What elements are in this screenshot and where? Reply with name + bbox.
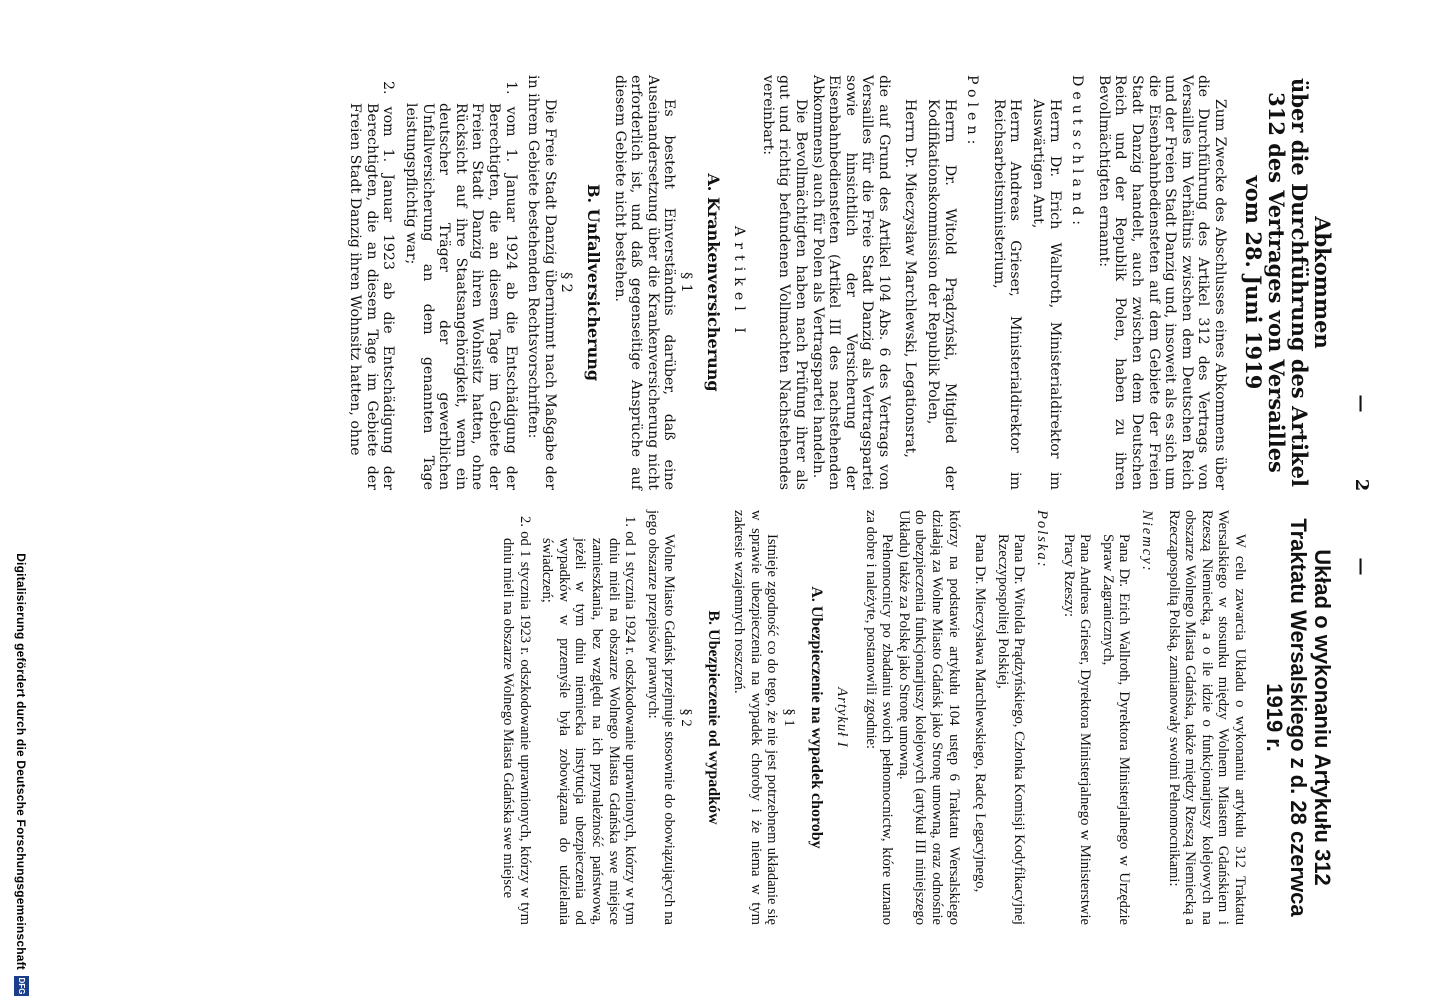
- polish-title: Układ o wykonaniu Artykułu 312 Traktatu Wersalskiego z d. 28 czerwca 1919 r.: [1262, 518, 1335, 917]
- german-section-a: A. Krankenversicherung: [703, 173, 723, 392]
- polish-paragraph-2-text: Wolne Miasto Gdańsk przejmuje stosownie do obowiązujących na jego obszarze przepisów prawnych:: [644, 510, 678, 925]
- german-article-heading: Artikel I: [731, 226, 748, 339]
- dfg-logo-icon: DFG: [14, 976, 29, 996]
- german-para-3: Die Bevollmächtigten haben nach Prüfung ihrer als gut und richtig befundenen Vollmachten Nachstehendes vereinbart:: [759, 75, 809, 490]
- polish-heading-germany: Niemcy:: [1139, 510, 1156, 573]
- funding-note: Digitalisierung gefördert durch die Deutsche Forschungsgemeinschaft: [14, 553, 28, 970]
- german-heading-poland: Polen:: [964, 75, 981, 150]
- german-heading-germany: Deutschland:: [1069, 75, 1086, 230]
- german-title-line2: über die Durchführung des Artikel 312 des Vertrages von Versailles vom 28. Juni 1919: [1241, 78, 1312, 487]
- german-paragraph-1-sign: § 1: [677, 272, 694, 293]
- german-person-1: Herrn Dr. Erich Wallroth, Ministerialdirektor im Auswärtigen Amt,: [1030, 99, 1063, 490]
- polish-section-a: A. Ubezpieczenie na wypadek choroby: [807, 586, 825, 849]
- polish-person-2: Pana Andreas Grieser, Dyrektora Ministerjalnego w Ministerstwie Pracy Rzeszy:: [1060, 534, 1094, 925]
- polish-paragraph-1-text: Istnieje zgodność co do tego, że nie jest potrzebnem układanie się w sprawie ubezpieczenia na wypadek choroby i że niema w tym zakresie wzajemnych roszczeń.: [731, 510, 781, 925]
- polish-heading-poland: Polska:: [1034, 510, 1051, 569]
- polish-intro: W celu zawarcia Układu o wykonaniu artykułu 312 Traktatu Wersalskiego w stosunku między Wolnem Miastem Gdańskiem i Rzeszą Niemiecką, a o ile idzie o funkcjonarjuszy kolejowych na obszarze Wolnego Miasta Gdańska, także między Rzeszą Niemiecką a Rzecząpospolitą Polską, zamianowały swoimi Pełnomocnikami:: [1165, 510, 1248, 925]
- polish-list-item-1: 1. od 1 stycznia 1924 r. odszkodowanie uprawnionych, którzy w tym dniu mieli na obszarze Wolnego Miasta Gdańska swe miejsce zamieszkania, bez względu na ich przynależność państwową, jeżeli w tym dniu niemiecka instytucja ubezpieczenia od wypadków w przemyśle była zobowiązana do udzielania świadczeń;: [539, 516, 639, 925]
- german-person-3: Herrn Dr. Witold Prądzyński, Mitglied der Kodifikationskommission der Republik Polen,: [925, 99, 958, 490]
- polish-list-item-2: 2. od 1 stycznia 1923 r. odszkodowanie uprawnionych, którzy w tym dniu mieli na obszarze Wolnego Miasta Gdańska swe miejsce: [500, 516, 533, 925]
- german-intro: Zum Zwecke des Abschlusses eines Abkommens über die Durchführung des Artikel 312 des Vertrags von Versailles im Verhältnis zwischen dem Deutschen Reich und der Freien Stadt Danzig und, insoweit als es sich um die Eisenbahnbediensteten auf dem Gebiete der Freien Stadt Danzig handelt, auch zwischen dem Deutschen Reich und der Republik Polen, haben zu ihren Bevollmächtigten ernannt:: [1095, 75, 1228, 490]
- polish-article-heading: Artykuł I: [834, 687, 851, 748]
- polish-person-3: Pana Dr. Witolda Prądzyńskiego, Członka Komisji Kodyfikacyjnej Rzeczypospolitej Polskiej,: [994, 534, 1028, 925]
- polish-paragraph-1-sign: § 1: [780, 708, 797, 727]
- page-number: — 2 —: [1351, 394, 1372, 606]
- polish-column: [499, 510, 1334, 925]
- german-person-2: Herrn Andreas Grieser, Ministerialdirektor im Reichsarbeitsministerium,: [990, 99, 1024, 490]
- german-title: [1242, 75, 1334, 490]
- polish-person-4: Pana Dr. Mieczysława Marchlewskiego, Radcę Legacyjnego,: [972, 534, 989, 893]
- german-paragraph-2-sign: § 2: [558, 272, 575, 293]
- german-list-item-1: 1. vom 1. Januar 1924 ab die Entschädigung der Berechtigten, die an diesem Tage im Gebiete der Freien Stadt Danzig ihren Wohnsitz hatten, ohne Rücksicht auf ihre Staatsangehörigkeit, wenn ein deutscher Träger der gewerblichen Unfallversicherung an dem genannten Tage leistungspflichtig war;: [403, 81, 519, 490]
- polish-person-1: Pana Dr. Erich Wallroth, Dyrektora Ministerjalnego w Urzędzie Spraw Zagranicznych,: [1099, 534, 1133, 925]
- german-column: [347, 75, 1334, 490]
- polish-section-b: B. Ubezpieczenie od wypadków: [704, 610, 722, 825]
- german-title-line1: Abkommen: [1310, 216, 1335, 349]
- polish-para-3: Pełnomocnicy po zbadaniu swoich pełnomocnictw, które uznano za dobre i należyte, postanowili zgodnie:: [862, 510, 896, 925]
- polish-paragraph-2-sign: § 2: [677, 708, 694, 727]
- german-paragraph-1-text: Es besteht Einverständnis darüber, daß eine Auseinandersetzung über die Krankenversicherung nicht erforderlich ist, und daß gegenseitige Ansprüche auf diesem Gebiete nicht bestehen.: [611, 75, 678, 490]
- german-para-2: die auf Grund des Artikel 104 Abs. 6 des Vertrags von Versailles für die Freie Stadt Danzig als Vertragspartei sowie hinsichtlich der Versicherung der Eisenbahnbediensteten (Artikel III des nachstehenden Abkommens) auch für Polen als Vertragspartei handeln.: [809, 75, 892, 490]
- german-section-b: B. Unfallversicherung: [584, 183, 603, 382]
- german-list-item-2: 2. vom 1. Januar 1923 ab die Entschädigung der Berechtigten, die an diesem Tage im Gebiete der Freien Stadt Danzig ihren Wohnsitz hatten, ohne: [347, 81, 397, 490]
- digitization-footer: [0, 0, 34, 1000]
- german-person-4: Herrn Dr. Mieczysław Marchlewski, Legationsrat,: [902, 99, 919, 458]
- polish-para-2: którzy na podstawie artykułu 104 ustęp 6 Traktatu Wersalskiego działają za Wolne Miasto Gdańsk jako Stronę umowną, oraz odnośnie do ubezpieczenia funkcjonarjuszy kolejowych (artykuł III niniejszego Układu) także za Polskę jako Stronę umowną.: [895, 510, 962, 925]
- german-paragraph-2-text: Die Freie Stadt Danzig übernimmt nach Maßgabe der in ihrem Gebiete bestehenden Rechtsvorschriften:: [525, 75, 558, 490]
